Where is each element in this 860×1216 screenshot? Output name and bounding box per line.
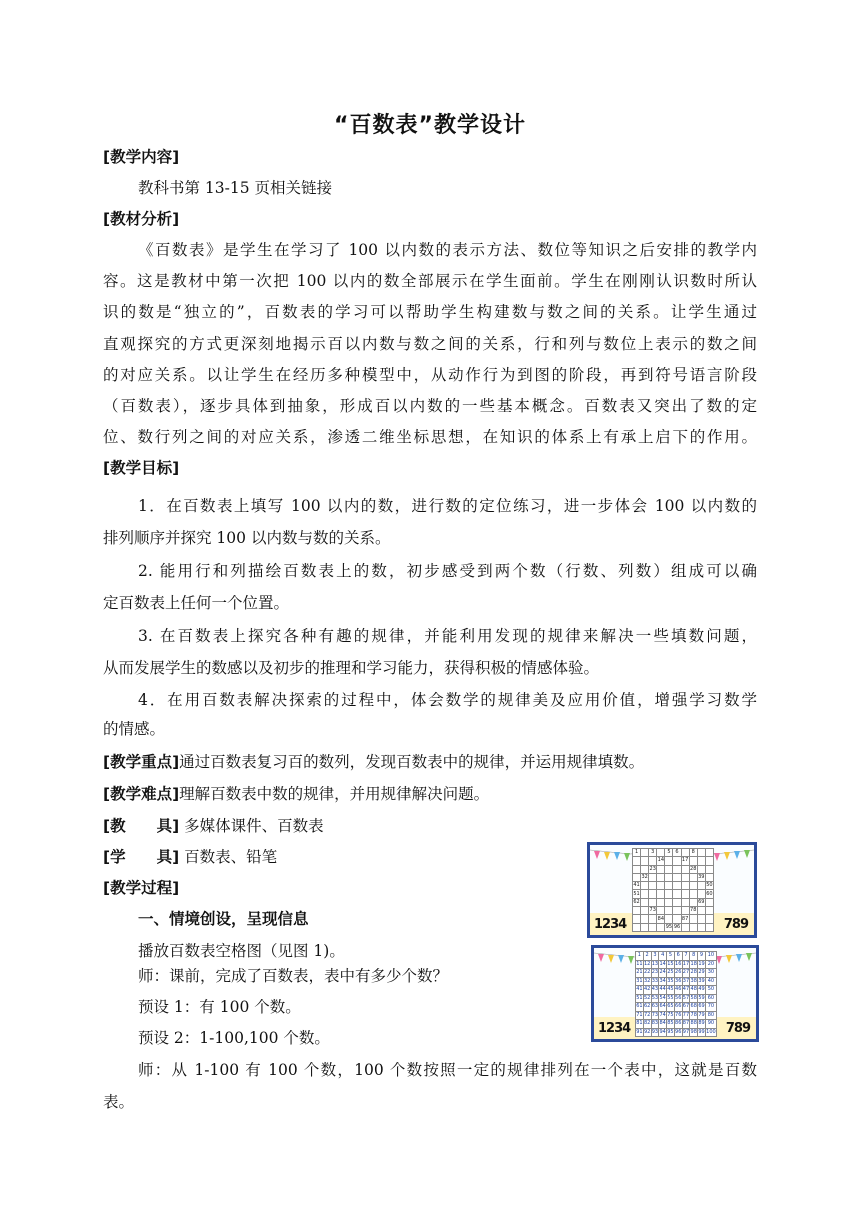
grid-cell (649, 923, 657, 931)
grid-cell: 11 (636, 960, 643, 967)
grid-cell: 60 (705, 994, 716, 1003)
analysis-line: 的对应关系。以让学生在经历多种模型中，从动作行为到图的阶段，再到符号语言阶段 (103, 366, 757, 384)
grid-cell: 20 (705, 960, 716, 969)
goal-4-line: 4．在用百数表解决探索的过程中，体会数学的规律美及应用价值，增强学习数学 (138, 691, 757, 709)
grid-cell (665, 907, 673, 915)
grid-cell (673, 865, 681, 873)
grid-cell (705, 915, 713, 923)
grid-cell (641, 865, 649, 873)
grid-cell: 82 (643, 1020, 651, 1027)
goal-4-line: 的情感。 (103, 720, 166, 738)
grid-cell: 33 (651, 977, 659, 984)
grid-cell: 18 (690, 960, 697, 967)
section-heading-content: [教学内容] (103, 148, 180, 166)
grid-cell (673, 907, 681, 915)
grid-cell (633, 865, 641, 873)
goal-2-line: 2. 能用行和列描绘百数表上的数，初步感受到两个数（行数、列数）组成可以确 (138, 562, 757, 580)
grid-cell: 13 (651, 960, 659, 967)
grid-cell: 10 (705, 952, 716, 961)
grid-cell: 59 (698, 994, 705, 1001)
grid-row (636, 960, 717, 969)
grid-cell: 72 (643, 1011, 651, 1018)
grid-row (636, 994, 717, 1003)
grid-cell (689, 923, 697, 931)
grid-row (633, 865, 714, 873)
grid-row (633, 907, 714, 915)
grid-cell (689, 857, 697, 865)
grid-cell: 88 (690, 1020, 697, 1027)
section-heading-process: [教学过程] (103, 879, 180, 897)
learning-tools-text: 百数表、铅笔 (184, 848, 278, 866)
grid-cell (681, 898, 689, 906)
grid-cell: 97 (682, 1028, 690, 1035)
grid-cell: 65 (667, 1003, 674, 1010)
grid-cell (673, 915, 681, 923)
grid-cell (705, 898, 713, 906)
grid-cell: 81 (636, 1020, 643, 1027)
grid-cell: 53 (651, 994, 659, 1001)
section-heading-goals: [教学目标] (103, 459, 180, 477)
grid-cell: 1 (636, 952, 644, 961)
grid-cell (689, 898, 697, 906)
section-heading-difficulty: [教学难点] (103, 785, 180, 803)
grid-cell: 14 (657, 857, 665, 864)
grid-row (636, 969, 717, 978)
grid-cell: 19 (698, 960, 705, 967)
grid-cell (633, 857, 641, 865)
grid-cell: 93 (651, 1028, 659, 1035)
grid-cell: 29 (698, 969, 705, 976)
grid-cell (641, 882, 649, 890)
grid-cell (641, 915, 649, 923)
grid-cell: 17 (681, 857, 689, 864)
grid-cell: 69 (698, 898, 705, 905)
grid-cell: 51 (633, 890, 640, 897)
grid-cell: 77 (682, 1011, 690, 1018)
grid-cell (697, 915, 705, 923)
process-text: 预设 2：1-100,100 个数。 (138, 1029, 330, 1047)
grid-cell: 6 (673, 849, 681, 857)
grid-cell: 100 (706, 1028, 716, 1035)
grid-cell: 61 (636, 1003, 643, 1010)
grid-cell: 24 (659, 969, 666, 976)
grid-cell (649, 890, 657, 898)
grid-cell (689, 915, 697, 923)
grid-cell (689, 882, 697, 890)
grid-cell (697, 857, 705, 865)
key-text: 通过百数表复习百的数列，发现百数表中的规律，并运用规律填数。 (179, 753, 645, 771)
grid-cell (681, 873, 689, 881)
grid-cell (633, 915, 641, 923)
grid-cell: 45 (667, 986, 674, 993)
grid-cell: 8 (689, 849, 697, 857)
grid-cell: 76 (675, 1011, 682, 1018)
grid-cell: 9 (698, 952, 706, 961)
step-1-heading: 一、情境创设，呈现信息 (138, 910, 309, 928)
grid-cell (633, 907, 641, 915)
grid-cell: 57 (682, 994, 690, 1001)
goal-2-line: 定百数表上任何一个位置。 (103, 594, 290, 612)
grid-cell (657, 849, 665, 857)
grid-cell (673, 873, 681, 881)
grid-cell (665, 857, 673, 865)
hundred-chart-grid (632, 848, 714, 932)
analysis-line: 《百数表》是学生在学习了 100 以内数的表示方法、数位等知识之后安排的教学内 (138, 241, 757, 259)
grid-cell: 35 (667, 977, 674, 984)
grid-row (636, 1028, 717, 1037)
grid-cell: 1 (633, 849, 641, 857)
grid-row (633, 923, 714, 931)
grid-cell (673, 857, 681, 865)
grid-row (633, 857, 714, 865)
grid-cell: 3 (651, 952, 659, 961)
grid-cell: 27 (682, 969, 690, 976)
number-decoration: 789 (725, 1021, 750, 1036)
process-text: 播放百数表空格图（见图 1)。 (138, 942, 345, 960)
grid-cell: 73 (649, 907, 656, 914)
grid-cell: 39 (698, 977, 705, 984)
grid-cell: 48 (690, 986, 697, 993)
grid-cell: 55 (667, 994, 674, 1001)
grid-cell: 98 (690, 1028, 697, 1035)
grid-cell: 83 (651, 1020, 659, 1027)
grid-cell: 73 (651, 1011, 659, 1018)
grid-cell (641, 890, 649, 898)
number-decoration: 1234 (594, 917, 627, 932)
grid-cell: 36 (675, 977, 682, 984)
grid-cell (705, 873, 713, 881)
grid-cell (657, 882, 665, 890)
grid-cell: 5 (667, 952, 675, 961)
grid-cell: 84 (659, 1020, 666, 1027)
grid-cell: 95 (665, 923, 673, 930)
analysis-line: （百数表），逐步具体到抽象，形成百以内数的一些基本概念。百数表又突出了数的定 (103, 397, 757, 415)
grid-cell: 58 (690, 994, 697, 1001)
content-text: 教科书第 13-15 页相关链接 (138, 179, 333, 197)
grid-cell (633, 923, 641, 931)
grid-row (636, 1003, 717, 1012)
grid-cell: 23 (649, 865, 656, 872)
grid-cell (649, 898, 657, 906)
analysis-line: 容。这是教材中第一次把 100 以内的数全部展示在学生面前。学生在刚刚认识数时所认 (103, 272, 757, 290)
difficulty-text: 理解百数表中数的规律，并用规律解决问题。 (179, 785, 490, 803)
learning-tools (103, 847, 277, 867)
grid-cell (649, 882, 657, 890)
grid-cell (681, 865, 689, 873)
grid-cell (641, 898, 649, 906)
grid-cell (665, 873, 673, 881)
teaching-tools-text: 多媒体课件、百数表 (184, 817, 324, 835)
grid-cell: 70 (705, 1003, 716, 1012)
grid-cell: 43 (651, 986, 659, 993)
section-heading-learning-tools: [学 具] (103, 848, 180, 866)
grid-cell: 22 (643, 969, 651, 976)
grid-row (636, 986, 717, 995)
hundred-chart-grid (635, 951, 717, 1037)
grid-cell (641, 923, 649, 931)
grid-cell: 75 (667, 1011, 674, 1018)
grid-cell: 32 (643, 977, 651, 984)
grid-cell: 25 (667, 969, 674, 976)
grid-cell: 95 (667, 1028, 674, 1035)
grid-cell (697, 907, 705, 915)
grid-cell (705, 857, 713, 865)
grid-cell: 21 (636, 969, 643, 976)
grid-cell (633, 873, 641, 881)
grid-row (636, 977, 717, 986)
grid-cell (681, 882, 689, 890)
grid-cell: 7 (682, 952, 690, 961)
goal-3-line: 3. 在百数表上探究各种有趣的规律，并能利用发现的规律来解决一些填数问题， (138, 627, 757, 645)
process-text: 师：从 1-100 有 100 个数，100 个数按照一定的规律排列在一个表中，这就是百数 (138, 1061, 757, 1079)
grid-cell (697, 923, 705, 931)
analysis-line: 识的数是“独立的”，百数表的学习可以帮助学生构建数与数之间的关系。让学生通过 (103, 303, 757, 321)
grid-cell (649, 915, 657, 923)
grid-cell: 86 (675, 1020, 682, 1027)
grid-cell: 66 (675, 1003, 682, 1010)
grid-cell (649, 873, 657, 881)
grid-cell: 60 (706, 890, 713, 897)
grid-cell (705, 907, 713, 915)
grid-cell (689, 890, 697, 898)
key-point (103, 752, 644, 772)
grid-cell (649, 857, 657, 865)
grid-cell: 56 (675, 994, 682, 1001)
grid-cell: 96 (673, 923, 681, 930)
grid-cell: 34 (659, 977, 666, 984)
grid-cell: 3 (649, 849, 657, 857)
grid-cell: 87 (682, 1020, 690, 1027)
analysis-line: 直观探究的方式更深刻地揭示百以内数与数之间的关系，行和列与数位上表示的数之间 (103, 335, 757, 353)
grid-cell: 50 (705, 986, 716, 995)
grid-cell: 64 (659, 1003, 666, 1010)
grid-cell (657, 907, 665, 915)
figure-1-hundred-chart-blanks (587, 842, 757, 938)
grid-row (636, 1020, 717, 1029)
grid-cell: 16 (675, 960, 682, 967)
figure-2-hundred-chart-full (591, 945, 759, 1042)
grid-cell (657, 898, 665, 906)
grid-cell: 74 (659, 1011, 666, 1018)
goal-1-line: 排列顺序并探究 100 以内数与数的关系。 (103, 529, 391, 547)
grid-cell (665, 890, 673, 898)
grid-cell (641, 907, 649, 915)
grid-cell: 5 (665, 849, 673, 857)
grid-cell (705, 865, 713, 873)
grid-cell: 80 (705, 1011, 716, 1020)
teaching-tools (103, 816, 324, 836)
number-decoration: 1234 (598, 1021, 631, 1036)
grid-cell: 38 (690, 977, 697, 984)
grid-cell: 44 (659, 986, 666, 993)
grid-cell: 87 (681, 915, 689, 922)
grid-cell: 85 (667, 1020, 674, 1027)
grid-cell (681, 907, 689, 915)
grid-cell (665, 915, 673, 923)
grid-cell: 62 (643, 1003, 651, 1010)
grid-cell: 39 (698, 874, 705, 881)
grid-row (633, 873, 714, 881)
grid-row (633, 915, 714, 923)
grid-cell (673, 882, 681, 890)
grid-cell: 31 (636, 977, 643, 984)
grid-cell: 14 (659, 960, 666, 967)
grid-cell: 49 (698, 986, 705, 993)
grid-row (636, 1011, 717, 1020)
grid-row (633, 898, 714, 906)
grid-cell (665, 865, 673, 873)
grid-cell: 8 (690, 952, 698, 961)
grid-cell: 12 (643, 960, 651, 967)
grid-cell: 32 (641, 874, 648, 881)
grid-cell: 51 (636, 994, 643, 1001)
grid-cell: 91 (636, 1028, 643, 1035)
grid-cell: 40 (705, 977, 716, 986)
grid-cell: 26 (675, 969, 682, 976)
grid-cell: 62 (633, 898, 640, 905)
grid-cell: 50 (706, 882, 713, 889)
grid-cell: 69 (698, 1003, 705, 1010)
grid-cell (681, 849, 689, 857)
grid-cell: 99 (698, 1028, 705, 1035)
grid-cell: 6 (674, 952, 682, 961)
grid-cell: 30 (705, 969, 716, 978)
grid-cell (641, 857, 649, 865)
grid-cell (689, 873, 697, 881)
grid-row (633, 882, 714, 890)
grid-cell (641, 849, 649, 857)
grid-cell (657, 865, 665, 873)
grid-cell (705, 849, 713, 857)
grid-cell (665, 898, 673, 906)
grid-cell: 78 (690, 1011, 697, 1018)
section-heading-key: [教学重点] (103, 753, 180, 771)
grid-cell: 41 (636, 986, 643, 993)
grid-cell (697, 865, 705, 873)
grid-cell: 47 (682, 986, 690, 993)
grid-cell: 37 (682, 977, 690, 984)
grid-cell: 41 (633, 882, 640, 889)
grid-cell (673, 898, 681, 906)
grid-cell: 4 (659, 952, 667, 961)
goal-1-line: 1．在百数表上填写 100 以内的数，进行数的定位练习，进一步体会 100 以内数的 (138, 497, 757, 515)
grid-cell (681, 923, 689, 931)
grid-cell: 2 (643, 952, 651, 961)
number-decoration: 789 (723, 917, 748, 932)
grid-row (633, 849, 714, 857)
grid-cell: 67 (682, 1003, 690, 1010)
grid-cell: 15 (667, 960, 674, 967)
grid-row (636, 952, 717, 961)
grid-cell: 89 (698, 1020, 705, 1027)
goal-3-line: 从而发展学生的数感以及初步的推理和学习能力，获得积极的情感体验。 (103, 659, 600, 677)
grid-row (633, 890, 714, 898)
grid-cell: 94 (659, 1028, 666, 1035)
process-text: 师：课前，完成了百数表，表中有多少个数？ (138, 967, 449, 985)
grid-cell: 23 (651, 969, 659, 976)
grid-cell: 68 (690, 1003, 697, 1010)
section-heading-teaching-tools: [教 具] (103, 817, 180, 835)
grid-cell: 63 (651, 1003, 659, 1010)
grid-cell: 96 (675, 1028, 682, 1035)
grid-cell: 84 (657, 915, 665, 922)
grid-cell (657, 890, 665, 898)
grid-cell (673, 890, 681, 898)
grid-cell (697, 890, 705, 898)
grid-cell: 79 (698, 1011, 705, 1018)
page-title: “百数表”教学设计 (334, 113, 526, 138)
grid-cell: 46 (675, 986, 682, 993)
grid-cell (697, 849, 705, 857)
grid-cell (681, 890, 689, 898)
grid-cell: 78 (690, 907, 697, 914)
grid-cell: 52 (643, 994, 651, 1001)
analysis-line: 位、数行列之间的对应关系，渗透二维坐标思想，在知识的体系上有承上启下的作用。 (103, 428, 757, 446)
grid-cell: 17 (682, 960, 690, 967)
grid-cell (665, 882, 673, 890)
section-heading-analysis: [教材分析] (103, 210, 180, 228)
grid-cell: 28 (690, 969, 697, 976)
grid-cell (697, 882, 705, 890)
grid-cell (657, 923, 665, 931)
difficult-point (103, 784, 489, 804)
grid-cell: 42 (643, 986, 651, 993)
process-text: 预设 1：有 100 个数。 (138, 998, 301, 1016)
grid-cell: 92 (643, 1028, 651, 1035)
grid-cell: 28 (690, 865, 697, 872)
process-text: 表。 (103, 1093, 135, 1111)
grid-cell (705, 923, 713, 931)
grid-cell: 90 (705, 1020, 716, 1029)
grid-cell: 71 (636, 1011, 643, 1018)
grid-cell: 54 (659, 994, 666, 1001)
grid-cell (657, 873, 665, 881)
